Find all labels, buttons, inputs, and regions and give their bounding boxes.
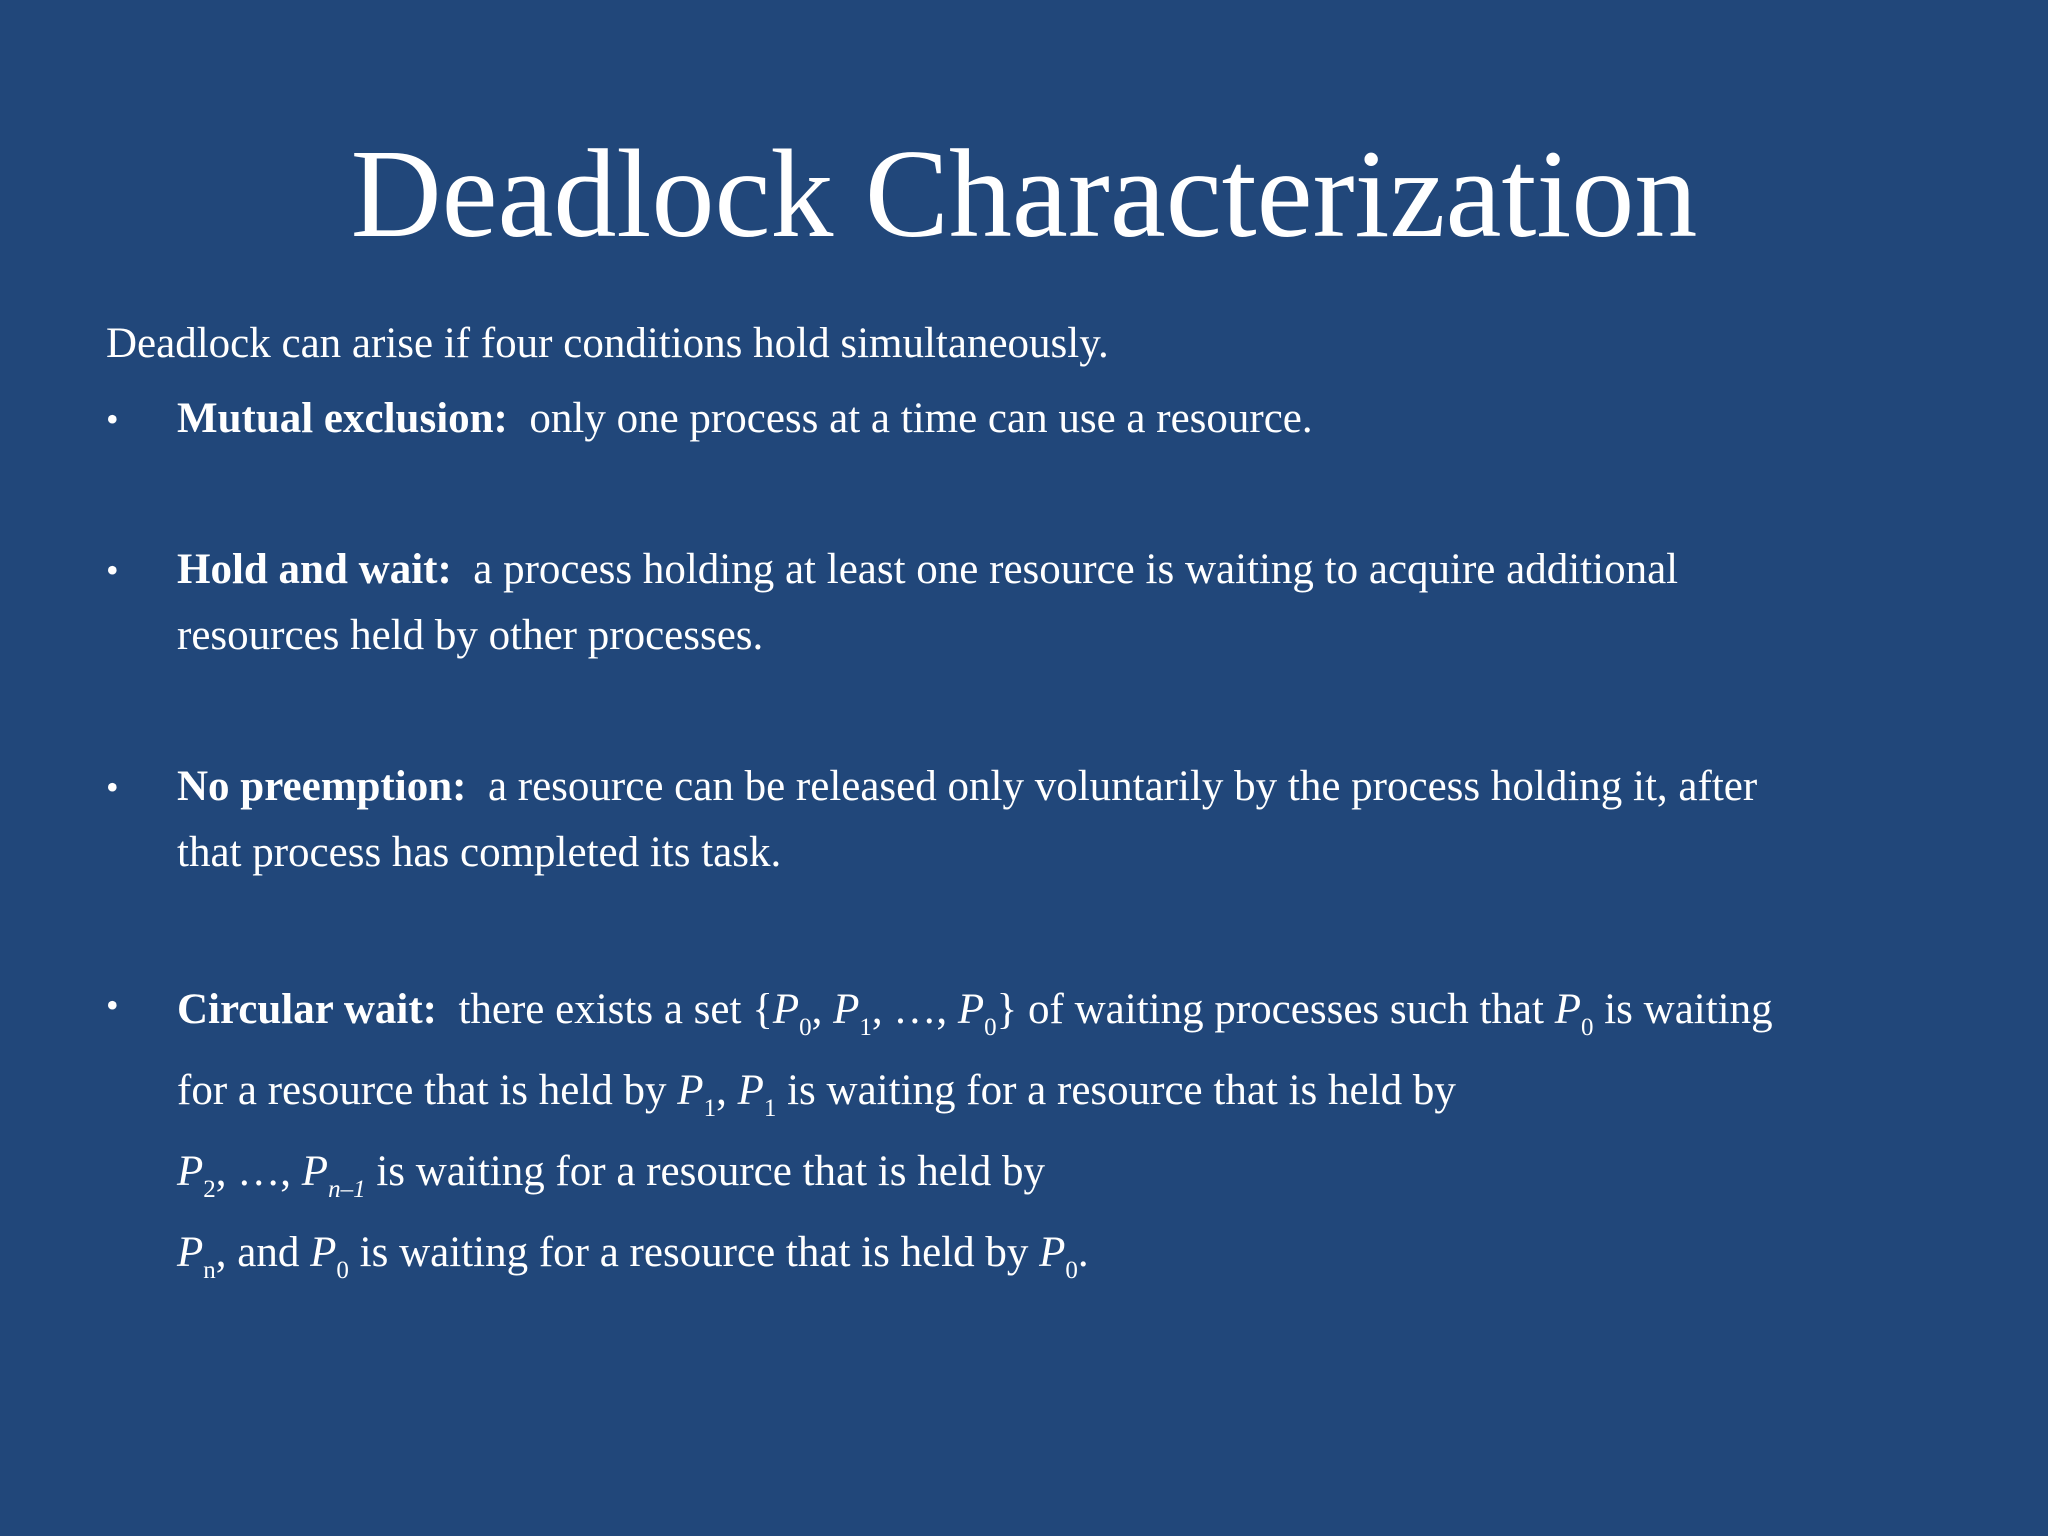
bullet-body (177, 386, 1977, 452)
bullet-text: } of waiting processes such that (996, 986, 1555, 1033)
bullet-text: is waiting for a resource that is held by (365, 1148, 1046, 1195)
bullet-dot: • (106, 767, 119, 807)
bullet-line (177, 1053, 1977, 1134)
bullet-dot: • (106, 985, 119, 1025)
subscript: 0 (1065, 1257, 1078, 1284)
bullet-line (177, 386, 1977, 452)
bullet-line: that process has completed its task. (177, 829, 782, 876)
bullet-text: is waiting for a resource that is held by (776, 1067, 1456, 1114)
bullet-body (177, 537, 1977, 669)
bullet-text: there exists a set { (458, 986, 773, 1033)
bullet-term: Mutual exclusion: (177, 395, 508, 442)
bullet-dot: • (106, 550, 119, 590)
subscript: 0 (336, 1257, 349, 1284)
bullet-text: a resource can be released only voluntarily by the process holding it, after (487, 763, 1758, 810)
subscript: n–1 (328, 1176, 366, 1203)
bullet-body (177, 972, 1977, 1296)
bullet-term: Hold and wait: (177, 546, 452, 593)
process-var: P (1039, 1229, 1066, 1276)
subscript: 0 (1580, 1014, 1594, 1041)
process-var: P (737, 1067, 764, 1114)
separator: , (215, 1148, 238, 1195)
ellipsis: …, (237, 1148, 302, 1195)
bullet-text: is waiting (1593, 986, 1773, 1033)
process-var: P (772, 986, 800, 1033)
bullet-line (177, 1215, 1977, 1296)
subscript: 1 (763, 1095, 777, 1122)
subscript: 0 (799, 1014, 812, 1041)
subscript: n (203, 1257, 216, 1284)
process-var: P (177, 1148, 204, 1195)
subscript: 2 (203, 1176, 216, 1203)
process-var: P (833, 986, 860, 1033)
bullet-text: , and (215, 1229, 311, 1276)
bullet-text: is waiting for a resource that is held by (348, 1229, 1040, 1276)
process-var: P (957, 986, 985, 1033)
subscript: 0 (984, 1014, 997, 1041)
bullet-line (177, 754, 1977, 820)
subscript: 1 (859, 1014, 872, 1041)
bullet-text: for a resource that is held by (177, 1067, 678, 1114)
process-var: P (301, 1148, 329, 1195)
bullet-term: No preemption: (177, 763, 467, 810)
subscript: 1 (703, 1095, 717, 1122)
bullet-line (177, 972, 1977, 1053)
bullet-line (177, 1134, 1977, 1215)
bullet-text: a process holding at least one resource is waiting to acquire additional (473, 546, 1679, 593)
process-var: P (1554, 986, 1581, 1033)
process-var: P (177, 1229, 204, 1276)
separator: , (716, 1067, 738, 1114)
bullet-text: only one process at a time can use a resource. (529, 395, 1313, 442)
bullet-dot: • (106, 399, 119, 439)
process-var: P (310, 1229, 337, 1276)
bullet-body (177, 754, 1977, 886)
separator: , (871, 986, 894, 1033)
bullet-line: resources held by other processes. (177, 612, 764, 659)
bullet-line (177, 537, 1977, 603)
separator: , (811, 986, 834, 1033)
period: . (1077, 1229, 1089, 1276)
slide-title: Deadlock Characterization (350, 125, 1698, 264)
ellipsis: …, (893, 986, 958, 1033)
intro-text: Deadlock can arise if four conditions hold simultaneously. (106, 320, 1109, 367)
process-var: P (677, 1067, 704, 1114)
bullet-term: Circular wait: (177, 986, 437, 1033)
